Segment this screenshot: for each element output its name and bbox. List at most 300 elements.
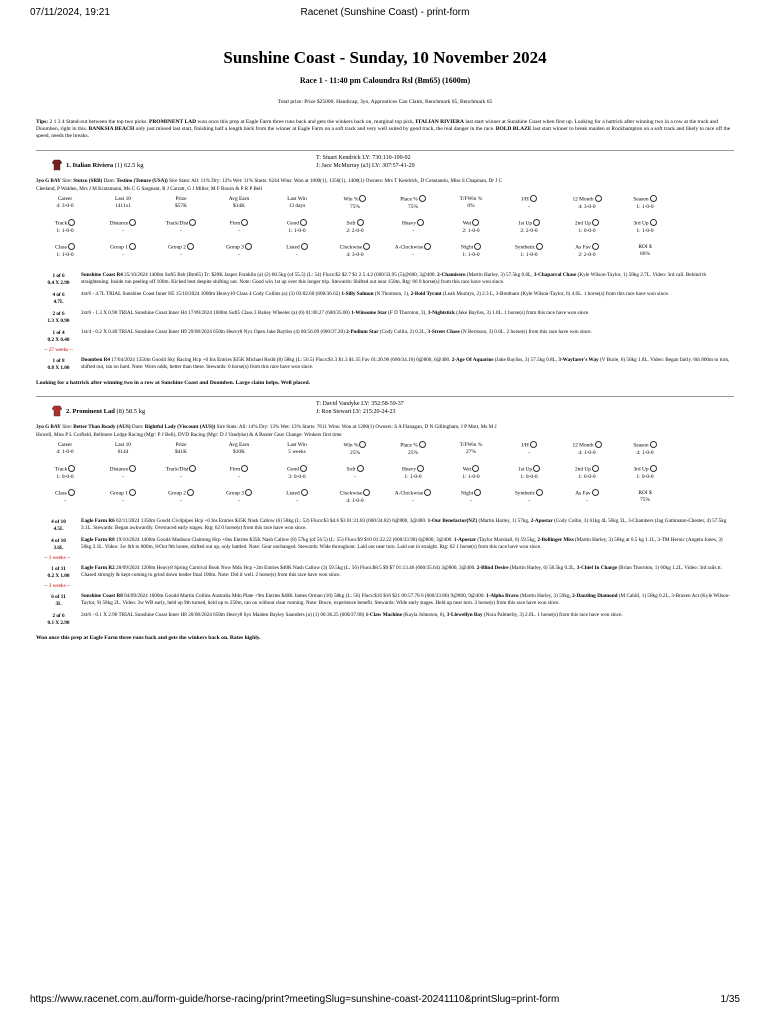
stat-cell — [442, 442, 500, 466]
jockey-silks-icon — [52, 405, 62, 417]
stat-value: 1: 1-0-0 — [636, 203, 654, 210]
stats-info-icon[interactable] — [129, 489, 136, 496]
stat-cell — [152, 490, 210, 514]
form-body: (Taylor Marshall, 6) 59.5kg, — [476, 537, 538, 543]
details-text: Dam: — [130, 424, 145, 430]
stats-info-icon[interactable] — [650, 195, 657, 202]
stat-cell — [558, 196, 616, 220]
stat-cell — [384, 244, 442, 268]
stats-info-icon[interactable] — [592, 219, 599, 226]
form-body: 4st/6 - 4.7L TRIAL Sunshine Coast Inner H5 15/10/2024 1000m Heavy10 Class 4 Cody Collins (a) (3) 03:02.60 (600/36.62) — [81, 291, 342, 297]
stats-info-icon[interactable] — [592, 465, 599, 472]
finish-position — [36, 291, 81, 306]
stat-cell — [94, 442, 152, 466]
stat-value: - — [470, 497, 472, 504]
stats-info-icon[interactable] — [359, 195, 366, 202]
weeks-gap: -- 3 weeks -- — [44, 555, 71, 561]
barrier-weight: (8) 58.5 kg — [114, 408, 146, 415]
stat-value: - — [296, 497, 298, 504]
trainer-line: T: David Vandyke LY: 352:58-59-37 — [316, 401, 404, 407]
stats-info-icon[interactable] — [68, 243, 75, 250]
stat-label: Avg Earn — [228, 196, 250, 202]
stat-label: A-Clockwise — [394, 490, 424, 497]
runner-summary: Looking for a hattrick after winning two in a row at Sunshine Coast and Doomben. Large claim helps. Well placed. — [36, 380, 311, 386]
stat-cell — [268, 442, 326, 466]
form-placegetter: 2-Podium Star — [346, 329, 379, 335]
stat-label: Wet — [462, 220, 472, 227]
form-placegetter: 2-Blind Desire — [476, 565, 509, 571]
stats-info-icon[interactable] — [536, 243, 543, 250]
form-body: 02/11/2024 1350m Good4 Civilpipes Hcp +0 Ins Entries $35K Nash Callow (6) 58kg (L: 52) Flucs:$3 $4.6 $3 01:21.83 (600/34.82) 6@800, 3@400. — [114, 518, 428, 524]
form-placegetter: 3-Llewellyn Bay — [446, 612, 483, 618]
form-meeting: Sunshine Coast R8 — [81, 593, 123, 599]
form-guide — [36, 48, 734, 651]
horse-name: 2. Prominent Lad — [66, 408, 115, 415]
form-body: (Martin Harley, 1) 57kg, — [477, 518, 531, 524]
finish-margin: 0.2 X 1.00 — [47, 573, 70, 579]
finish-pos: 4 of 10 — [51, 538, 66, 544]
stat-cell — [326, 220, 384, 244]
stat-cell — [384, 490, 442, 514]
stat-value: 27% — [466, 449, 476, 455]
form-placegetter: 2-Dazzling Diamond — [572, 593, 618, 599]
tips-horse: BOLD BLAZE — [495, 126, 532, 132]
stat-label: 3rd Up — [633, 466, 649, 473]
details-bold: 3yo G BAY — [36, 424, 61, 430]
stat-value: 2: 2-0-0 — [346, 227, 364, 234]
stat-cell — [384, 220, 442, 244]
stats-info-icon[interactable] — [68, 489, 75, 496]
form-placegetter: 1-Our Benefactor(NZ) — [427, 518, 478, 524]
stat-value: - — [64, 497, 66, 504]
form-body: (Kayla Johnston, 6), — [402, 612, 447, 618]
stat-label: A-Clockwise — [394, 244, 424, 251]
stats-info-icon[interactable] — [474, 489, 481, 496]
tips-text: only just missed last start, finishing half a length back from the winner at Eagle Farm on a soft track and very well suited by good track, the real danger in the race. — [134, 126, 496, 132]
prize-line: Total prize: Prize $25000. Handicap, 3yo, Apprentices Can Claim, Benchmark 65, Benchmark 65 — [277, 99, 493, 105]
stats-info-icon[interactable] — [187, 243, 194, 250]
stat-value: - — [296, 251, 298, 258]
finish-pos: 1 of 6 — [52, 273, 65, 279]
stat-cell — [326, 466, 384, 490]
stats-info-icon[interactable] — [359, 441, 366, 448]
stat-cell — [558, 442, 616, 466]
form-body: 28/09/2024 1200m Heavy8 Spring Carnival Book Now Mdn Hcp +2m Entries $40K Nash Callow (3) 59.5kg (L: 56) Flucs:$8.5 $9 $7 01:13.46 (600/35.64) 3@800, 3@400. — [114, 565, 477, 571]
stat-label: Night — [460, 490, 474, 497]
stat-cell — [500, 220, 558, 244]
details-bold: Testino (Tenure (USA)) — [116, 178, 168, 184]
stat-label: Last 10 — [114, 442, 132, 448]
form-text — [81, 565, 734, 580]
stats-info-icon[interactable] — [650, 465, 657, 472]
stats-info-icon[interactable] — [474, 243, 481, 250]
stat-label: Place % — [400, 442, 418, 449]
stat-cell — [442, 196, 500, 220]
form-line — [36, 329, 734, 344]
stats-info-icon[interactable] — [530, 195, 537, 202]
stats-info-icon[interactable] — [363, 489, 370, 496]
stat-label: Season — [633, 196, 649, 203]
stats-info-icon[interactable] — [530, 441, 537, 448]
stat-cell — [94, 220, 152, 244]
stats-info-icon[interactable] — [592, 243, 599, 250]
form-body: (Martin Harley, 3) 57.5kg 0.6L, — [465, 272, 534, 278]
stats-info-icon[interactable] — [650, 441, 657, 448]
runner-card — [36, 396, 734, 641]
horse-details — [36, 178, 734, 193]
form-body: (Martin Harley, 6) 58.5kg 0.2L, — [508, 565, 577, 571]
form-body: (Leah Murrays, 2) 2.3 L, 3-Brednaro (Kyle Wilson-Taylor, 6) 4.6L. 1 horse(s) from this race have won since. — [441, 291, 670, 297]
stats-info-icon[interactable] — [189, 465, 196, 472]
details-text: All: 11% Dry: 12% Wet: 11% Starts: 6244 Wins: Won at 1000(1), 1350(1), 1400(1) Owners: Mrs T Kendrick, D Constantin, Miss S Chapman, Dr J C — [191, 178, 503, 184]
stat-value: - — [354, 473, 356, 480]
form-line — [36, 357, 734, 372]
stat-value: - — [180, 251, 182, 258]
stats-info-icon[interactable] — [424, 489, 431, 496]
stat-value: 1: 0-0-0 — [520, 473, 538, 480]
stats-info-icon[interactable] — [68, 219, 75, 226]
details-text: Sire Stats: — [215, 424, 239, 430]
finish-position — [36, 593, 81, 608]
stat-value: 1: 1-0-0 — [404, 473, 422, 480]
stat-value: - — [528, 203, 530, 210]
stats-info-icon[interactable] — [245, 489, 252, 496]
stat-cell — [210, 244, 268, 268]
stats-info-icon[interactable] — [357, 465, 364, 472]
finish-position — [36, 612, 81, 627]
form-body: (Martin Harley, 3) 59kg, — [518, 593, 573, 599]
stat-cell — [36, 466, 94, 490]
form-body: (N Berisson, 3) 0.6L. 2 horse(s) from this race have won since. — [459, 329, 592, 335]
finish-margin: 4.7L — [53, 299, 64, 305]
stats-info-icon[interactable] — [419, 441, 426, 448]
stat-cell — [442, 466, 500, 490]
stat-cell — [94, 196, 152, 220]
stat-value: - — [238, 473, 240, 480]
stats-info-icon[interactable] — [301, 243, 308, 250]
stat-label: Good — [287, 220, 299, 227]
stat-value: 75% — [408, 203, 418, 210]
stat-cell — [500, 244, 558, 268]
finish-margin: 3L — [55, 601, 62, 607]
form-text — [81, 518, 734, 533]
stat-label: J/H — [521, 196, 529, 203]
jockey-line: J: Jace McMurray (a3) LY: 307:57-41-29 — [316, 162, 415, 169]
stat-cell — [94, 466, 152, 490]
stat-cell — [616, 244, 674, 268]
stat-value: 1: 0-0-0 — [578, 473, 596, 480]
form-body: 25/10/2024 1400m Soft5 Bsb (Bm65) Tr: $20K Jasper Franklin (a) (2) 60.5kg (of 55.5) (L: 54) Flucs:$2 $2.7 $1 2.5 4.2 (600/33.95 (5)@600, 3@400. — [122, 272, 438, 278]
stat-label: Career — [57, 442, 73, 448]
stats-info-icon[interactable] — [301, 489, 308, 496]
stat-value: 4: 3-0-0 — [56, 203, 74, 209]
form-line — [36, 518, 734, 533]
form-body: (Kyle Wilson-Taylor, 1) 58kg 2.7L. Video: 3rd call. Behind th straightening. Inside run peeling off 100m. Kicked best despite shifting out. Note: Good win 1st up over this longer trip. Stewards: Shifted out near 150m. Rtg: 66 0 horse(s) from this race have won since. — [81, 272, 707, 285]
stats-info-icon[interactable] — [129, 219, 136, 226]
stats-info-icon[interactable] — [189, 219, 196, 226]
stat-value: - — [122, 251, 124, 258]
stats-info-icon[interactable] — [129, 465, 136, 472]
stat-cell — [442, 490, 500, 514]
stat-label: ROI $ — [638, 490, 652, 496]
stats-info-icon[interactable] — [472, 465, 479, 472]
form-body: (V Burie, 6) 56kg 1.8L. Video: Began fairly. 6th 800m to turn, shifted out, ran on hard. Note: Worn odds, better than these. Stewards: 0 horse(s) from this race have won since. — [81, 357, 730, 370]
form-body: (Nora Palmerby, 3) 2.6L. 1 horse(s) from this race have won since. — [482, 612, 623, 618]
stat-label: Night — [460, 244, 474, 251]
stat-label: ROI $ — [638, 244, 652, 250]
stats-info-icon[interactable] — [419, 195, 426, 202]
form-body: (Martin Harley, 3) 56kg at 0.5 kg 1.1L, 3-TM Heroic (Angela Jones, 3) 56kg 3.1L. Video: 3w 6th to 800m, 8/Out 9th home, shifted out up, only battled. Note: Gear unchanged. Stewards: Wide throughout. Laid out near turn. Laid out in straight. Rtg: 62 1 horse(s) from this race have won since. — [81, 537, 723, 550]
finish-pos: 1 of 8 — [52, 358, 65, 364]
stat-cell — [210, 466, 268, 490]
finish-pos: 6 of 11 — [51, 594, 66, 600]
finish-margin: 3.6L — [53, 545, 64, 551]
stat-label: Clockwise — [339, 244, 363, 251]
stat-label: Win % — [343, 196, 359, 203]
weeks-gap: -- 3 weeks -- — [44, 583, 71, 589]
stat-cell — [152, 466, 210, 490]
form-body: (Jake Bayliss, 3) 1.0L. 1 horse(s) from this race have won since. — [454, 310, 590, 316]
details-text: Sire Stats: — [167, 178, 192, 184]
stat-value: 2: 1-0-0 — [462, 227, 480, 234]
form-line — [36, 565, 734, 580]
stat-cell — [36, 490, 94, 514]
form-line — [36, 593, 734, 608]
stat-label: Track — [54, 220, 68, 227]
stat-cell — [152, 442, 210, 466]
stat-cell — [616, 490, 674, 514]
stats-info-icon[interactable] — [595, 441, 602, 448]
stat-value: - — [528, 449, 530, 456]
stats-info-icon[interactable] — [241, 465, 248, 472]
stat-label: Group 2 — [168, 490, 186, 497]
stat-value: $57K — [175, 203, 187, 209]
tips-text: last start winner to break maiden at Rockhampton on a soft track and likely to race off the speed, needs the breaks. — [36, 126, 731, 139]
stat-label: Good — [287, 466, 299, 473]
form-line — [36, 291, 734, 306]
finish-pos: 4 of 6 — [52, 292, 65, 298]
stat-value: 6144 — [117, 449, 129, 455]
stat-label: 1st Up — [517, 466, 533, 473]
stats-info-icon[interactable] — [533, 465, 540, 472]
details-text: All: 14% Dry: 13% Wet: 13% Starts: 7611 Wins: Won at 1200(1) Owners: S A Flanagan, D N Gillingham, J P Mott, Ms M J — [238, 424, 497, 430]
stat-value: 1: 1-0-0 — [520, 251, 538, 258]
stat-value: 1: 1-0-0 — [462, 473, 480, 480]
stat-label: 12 Month — [572, 442, 594, 449]
stat-cell — [152, 244, 210, 268]
form-body: (F D Thornton, 3), — [386, 310, 428, 316]
stats-info-icon[interactable] — [592, 489, 599, 496]
stat-cell — [500, 196, 558, 220]
stat-label: Last 10 — [114, 196, 132, 202]
stats-info-icon[interactable] — [417, 465, 424, 472]
stats-grid — [36, 442, 734, 514]
stats-info-icon[interactable] — [595, 195, 602, 202]
form-text — [81, 537, 734, 552]
stat-label: Clockwise — [339, 490, 363, 497]
tips-horse: BANKSIA BEACH — [88, 126, 135, 132]
stats-info-icon[interactable] — [300, 465, 307, 472]
stats-info-icon[interactable] — [245, 243, 252, 250]
form-body: 17/04/2024 1350m Good4 Sky Racing Hcp +0 Ins Entries $35K Michael Rodd (8) 58kg (L: 56.5) Flucs:$1.3 $1.3 $1.35 Fav 01:20.96 (600/34.16) 6@800, 6@400. — [109, 357, 452, 363]
stat-cell — [558, 466, 616, 490]
stat-value: 25% — [408, 449, 418, 456]
finish-pos: 1 of 11 — [51, 566, 66, 572]
stat-value: 75% — [350, 203, 360, 210]
jockey-silks-icon — [52, 159, 62, 171]
stat-label: Class — [55, 244, 67, 251]
form-line — [36, 310, 734, 325]
tips-text: last start winner at Sunshine Coast when first up. Looking for a hattrick after winning two in a row at the track and Doomben, right in this. — [36, 119, 718, 132]
stat-label: Firm — [229, 466, 241, 473]
stat-label: Group 1 — [110, 490, 128, 497]
stat-cell — [500, 490, 558, 514]
stat-label: Wet — [462, 466, 472, 473]
form-meeting: Eagle Farm R6 — [81, 518, 115, 524]
stats-info-icon[interactable] — [424, 243, 431, 250]
stats-info-icon[interactable] — [472, 219, 479, 226]
stat-cell — [326, 196, 384, 220]
stats-grid — [36, 196, 734, 268]
stat-label: Heavy — [401, 466, 417, 473]
stats-info-icon[interactable] — [533, 219, 540, 226]
barrier-weight: (1) 62.5 kg — [113, 162, 144, 169]
stats-info-icon[interactable] — [650, 219, 657, 226]
stats-info-icon[interactable] — [417, 219, 424, 226]
details-line — [36, 178, 734, 186]
stat-label: Distance — [109, 220, 129, 227]
stats-info-icon[interactable] — [187, 489, 194, 496]
form-placegetter: 3-Nightstick — [427, 310, 455, 316]
details-text: Sire: — [60, 178, 74, 184]
stat-label: Soft — [346, 466, 356, 473]
form-text — [81, 291, 734, 306]
stat-value: 1: 1-0-0 — [636, 227, 654, 234]
stat-value: 4: 1-0-0 — [578, 449, 596, 456]
stat-label: Group 3 — [226, 244, 244, 251]
stat-value: $10K — [233, 449, 245, 455]
finish-pos: 2 of 6 — [52, 311, 65, 317]
form-body: (Brian Thornton, 1) 60kg 1.2L. Video: 3rd rails tt. Chased strongly & kept coming to grind down leader final 100m. Note: Did it well. 2 horse(s) from this race have won since. — [81, 565, 722, 578]
stat-label: Prize — [175, 442, 187, 448]
stat-label: Season — [633, 442, 649, 449]
stat-label: 2nd Up — [574, 220, 592, 227]
stat-label: Listed — [286, 244, 300, 251]
stat-label: Track/Dist — [165, 220, 189, 227]
stat-cell — [500, 466, 558, 490]
race-title: Race 1 - 11:40 pm Caloundra Rsl (Bm65) (1600m) — [299, 76, 471, 85]
details-text: Dam: — [102, 178, 117, 184]
stat-value: 1: 0-0-0 — [56, 473, 74, 480]
stat-label: J/H — [521, 442, 529, 449]
stat-cell — [616, 442, 674, 466]
form-body: (Cody Collin, 3) 61kg 4L 56kg 3L, 3-Chambers (Jag Guthmann-Chester, 4) 57.5kg 3.1L. Stewards: Began awkwardly. Overraced early stages. Rtg: 62 0 horse(s) from this race have won since. — [81, 518, 727, 531]
stat-cell — [616, 466, 674, 490]
stats-info-icon[interactable] — [300, 219, 307, 226]
form-placegetter: 2-Apostar — [530, 518, 553, 524]
stat-cell — [268, 244, 326, 268]
stat-cell — [326, 244, 384, 268]
stats-info-icon[interactable] — [363, 243, 370, 250]
stats-info-icon[interactable] — [357, 219, 364, 226]
stat-cell — [326, 490, 384, 514]
stat-label: T/FWin % — [459, 196, 483, 202]
form-line — [36, 612, 734, 627]
finish-position — [36, 310, 81, 325]
stat-label: As Fav — [575, 490, 591, 497]
stat-value: $41K — [175, 449, 187, 455]
stat-cell — [210, 196, 268, 220]
finish-position — [36, 537, 81, 552]
stat-label: Soft — [346, 220, 356, 227]
tips-horse: ITALIAN RIVIERA — [415, 119, 464, 125]
runner-card — [36, 150, 734, 386]
finish-pos: 2 of 6 — [52, 613, 65, 619]
details-bold: Better Than Ready (AUS) — [73, 424, 131, 430]
form-body: 19/10/2024 1400m Good4 Madison Claiming Hcp +0ns Entries $35K Nash Callow (8) 57kg (of 56.5) (L: 55) Flucs:$9 $10 01:22.22 (600/33.90) 6@800, 3@400. — [114, 537, 454, 543]
stat-cell — [558, 490, 616, 514]
stat-value: - — [122, 227, 124, 234]
stats-info-icon[interactable] — [129, 243, 136, 250]
stat-cell — [558, 220, 616, 244]
stat-cell — [36, 196, 94, 220]
stat-label: Synthetic — [514, 244, 536, 251]
stats-info-icon[interactable] — [536, 489, 543, 496]
stat-label: Heavy — [401, 220, 417, 227]
stat-value: 4: 1-0-0 — [636, 449, 654, 456]
stat-label: Win % — [343, 442, 359, 449]
stat-cell — [152, 196, 210, 220]
form-line — [36, 537, 734, 552]
stat-label: Track — [54, 466, 68, 473]
finish-margin: 0.2 X 0.40 — [47, 337, 70, 343]
stat-cell — [268, 196, 326, 220]
stat-label: Last Win — [287, 442, 307, 448]
runner-name — [66, 408, 316, 415]
form-text — [81, 612, 734, 627]
form-body: (M Cahill, 1) 58kg 0.2L, 3-Braxen Act (Kyle Wilson-Taylor, 9) 58kg 2L. Video: 3w WB early, held up 9th turned, held up to 250m, ran on without clear running. Note: Bruce, experience benefit. Stewards: Wide early stages. Held up near turn. 3 horse(s) from this race have won since. — [81, 593, 730, 606]
tips-horse: PROMINENT LAD — [148, 119, 197, 125]
stat-label: 1st Up — [517, 220, 533, 227]
stat-cell — [674, 466, 730, 490]
stat-value: - — [180, 497, 182, 504]
details-bold: Rightful Lady (Viscount (AUS)) — [144, 424, 216, 430]
stats-info-icon[interactable] — [68, 465, 75, 472]
form-meeting: Eagle Farm R2 — [81, 565, 115, 571]
finish-margin: 4.5L — [53, 526, 64, 532]
stat-cell — [210, 442, 268, 466]
stat-value: 5 weeks — [288, 449, 306, 455]
stat-cell — [384, 196, 442, 220]
stat-value: 1: 1-0-0 — [56, 251, 74, 258]
stat-cell — [500, 442, 558, 466]
form-meeting: Eagle Farm R8 — [81, 537, 115, 543]
stat-value: 13 days — [288, 203, 306, 209]
finish-margin: 0.1 X 2.90 — [47, 620, 70, 626]
stat-label: Class — [55, 490, 67, 497]
form-placegetter: 2-Age Of Aquarius — [451, 357, 494, 363]
tips-label: Tips: — [36, 119, 49, 125]
stats-info-icon[interactable] — [241, 219, 248, 226]
stat-value: 4: 1-0-0 — [56, 449, 74, 455]
form-text — [81, 272, 734, 287]
stat-label: Group 1 — [110, 244, 128, 251]
stat-value: 2: 2-0-0 — [578, 251, 596, 258]
stat-cell — [442, 244, 500, 268]
form-body: 2st/6 - 1.3 X 0.90 TRIAL Sunshine Coast Inner H4 17/09/2024 1000m Soft5 Class 3 Bailey Wheeler (a) (6) 01:00.27 (600/35.00) — [81, 310, 352, 316]
trainer-jockey — [316, 401, 404, 416]
trainer-jockey — [316, 155, 415, 170]
